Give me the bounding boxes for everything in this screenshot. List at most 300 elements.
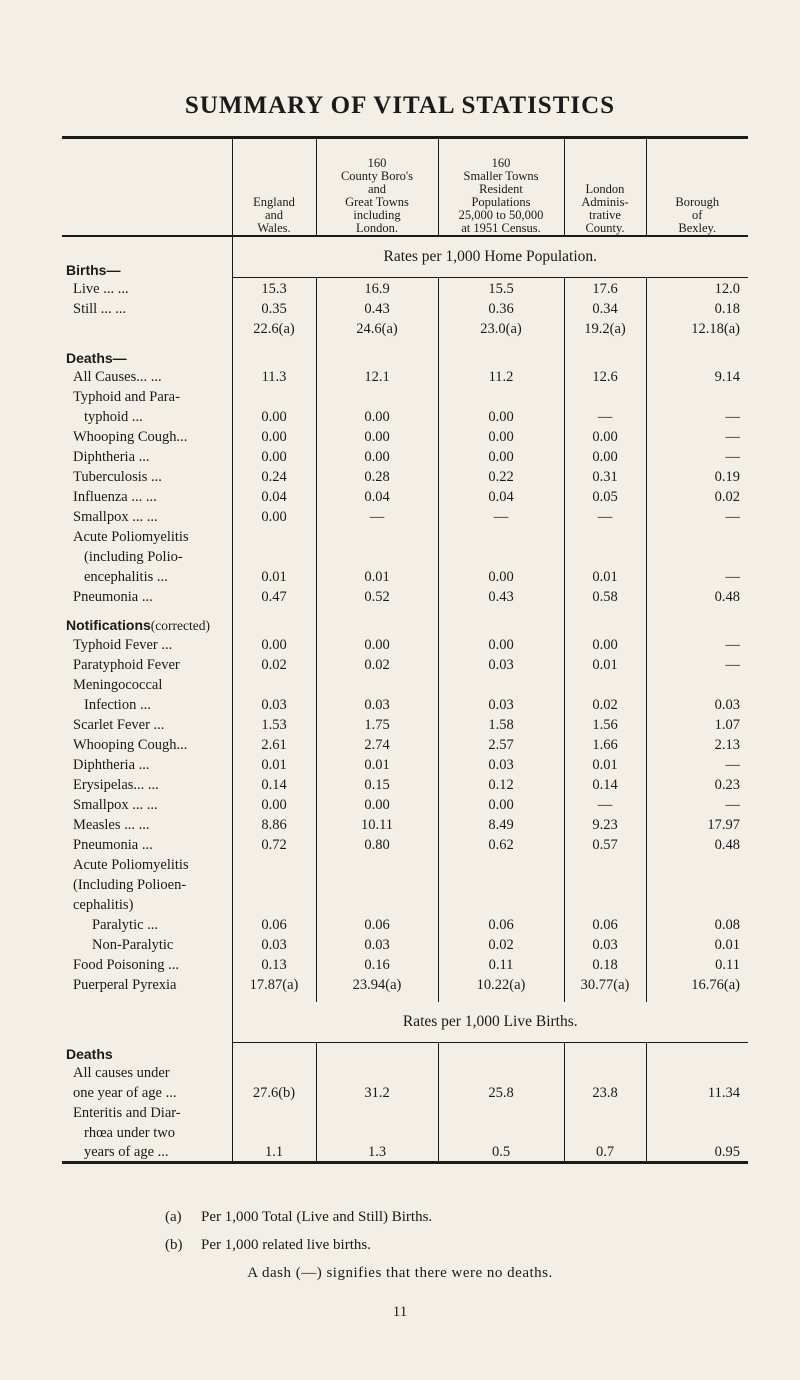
cell-county-boros: [316, 1122, 438, 1142]
cell-england-wales: 0.00: [232, 446, 316, 466]
table-row: [62, 874, 748, 894]
cell-bexley: [646, 1062, 748, 1082]
section-note: (corrected): [150, 617, 210, 633]
empty-cell: [564, 346, 646, 366]
col-header-line: Wales.: [257, 221, 291, 235]
cell-county-boros: 0.01: [316, 754, 438, 774]
row-label: Typhoid and Para-: [73, 388, 180, 405]
row-label: Acute Poliomyelitis: [73, 528, 189, 545]
spacer-row: [62, 338, 748, 346]
table-row: [62, 566, 748, 586]
col-header-line: London: [585, 182, 625, 196]
cell-smaller-towns: [438, 1102, 564, 1122]
cell-london: 0.18: [564, 954, 646, 974]
cell-bexley: —: [646, 446, 748, 466]
vital-statistics-table: [62, 136, 748, 1164]
section-row-deaths: [62, 346, 748, 366]
cell-bexley: [646, 674, 748, 694]
cell-bexley: 16.76(a): [646, 974, 748, 994]
cell-county-boros: 0.06: [316, 914, 438, 934]
col-header-line: Borough: [675, 195, 720, 209]
cell-london: 9.23: [564, 814, 646, 834]
table-row: [62, 586, 748, 606]
empty-cell: [316, 346, 438, 366]
table-row: [62, 298, 748, 318]
table-body: [62, 236, 748, 1162]
cell-bexley: —: [646, 654, 748, 674]
cell-england-wales: 27.6(b): [232, 1082, 316, 1102]
cell-county-boros: 0.43: [316, 298, 438, 318]
cell-county-boros: [316, 874, 438, 894]
row-label: Smallpox ... ...: [73, 508, 158, 525]
row-label: [62, 318, 232, 338]
table-row: [62, 714, 748, 734]
cell-england-wales: 0.00: [232, 634, 316, 654]
cell-smaller-towns: —: [438, 506, 564, 526]
cell-bexley: 0.23: [646, 774, 748, 794]
row-label: All Causes... ...: [73, 368, 162, 385]
row-label: encephalitis ...: [84, 568, 168, 585]
cell-smaller-towns: 0.11: [438, 954, 564, 974]
section-row-notifications: [62, 614, 748, 634]
table-row: [62, 634, 748, 654]
cell-london: 17.6: [564, 278, 646, 298]
cell-smaller-towns: [438, 674, 564, 694]
col-header-line: 160: [367, 156, 387, 170]
cell-england-wales: [232, 674, 316, 694]
cell-bexley: 0.02: [646, 486, 748, 506]
cell-london: 1.56: [564, 714, 646, 734]
col-header-line: 25,000 to 50,000: [458, 208, 544, 222]
cell-county-boros: [316, 526, 438, 546]
cell-bexley: 0.08: [646, 914, 748, 934]
col-header-line: trative: [589, 208, 621, 222]
cell-smaller-towns: 0.36: [438, 298, 564, 318]
cell-bexley: 0.48: [646, 834, 748, 854]
cell-smaller-towns: [438, 1122, 564, 1142]
cell-london: 0.02: [564, 694, 646, 714]
cell-london: 0.14: [564, 774, 646, 794]
cell-smaller-towns: 2.57: [438, 734, 564, 754]
table-row: [62, 1122, 748, 1142]
cell-london: —: [564, 506, 646, 526]
cell-bexley: 0.11: [646, 954, 748, 974]
col-header-line: at 1951 Census.: [461, 221, 541, 235]
cell-bexley: [646, 1102, 748, 1122]
cell-smaller-towns: 0.06: [438, 914, 564, 934]
col-header-line: and: [367, 182, 387, 196]
cell-bexley: —: [646, 426, 748, 446]
table-row: [62, 974, 748, 994]
cell-london: 0.01: [564, 754, 646, 774]
cell-county-boros: 2.74: [316, 734, 438, 754]
cell-county-boros: [316, 386, 438, 406]
cell-england-wales: [232, 894, 316, 914]
cell-england-wales: 1.1: [232, 1142, 316, 1162]
empty-cell: [316, 614, 438, 634]
cell-london: 0.00: [564, 426, 646, 446]
table-row: [62, 734, 748, 754]
cell-bexley: —: [646, 406, 748, 426]
row-label: Puerperal Pyrexia: [73, 976, 177, 993]
cell-london: [564, 854, 646, 874]
row-label: one year of age ...: [73, 1085, 177, 1101]
empty-cell: [564, 614, 646, 634]
cell-bexley: 0.01: [646, 934, 748, 954]
cell-bexley: 0.48: [646, 586, 748, 606]
rate-row-live-births: [62, 1002, 748, 1043]
cell-smaller-towns: [438, 546, 564, 566]
spacer-cell: [564, 994, 646, 1002]
spacer-cell: [438, 994, 564, 1002]
cell-county-boros: 1.75: [316, 714, 438, 734]
cell-county-boros: 0.52: [316, 586, 438, 606]
row-label: All causes under: [73, 1065, 170, 1081]
cell-bexley: 9.14: [646, 366, 748, 386]
cell-county-boros: 0.15: [316, 774, 438, 794]
empty-cell: [316, 1042, 438, 1062]
cell-london: 0.03: [564, 934, 646, 954]
col-header-bexley: [646, 138, 748, 237]
section-heading: [62, 614, 232, 634]
spacer-cell: [316, 338, 438, 346]
spacer-cell: [62, 994, 232, 1002]
cell-london: [564, 386, 646, 406]
row-label: cephalitis): [73, 896, 134, 913]
cell-bexley: [646, 546, 748, 566]
cell-county-boros: 10.11: [316, 814, 438, 834]
cell-england-wales: [232, 874, 316, 894]
row-label: Whooping Cough...: [73, 428, 188, 445]
table-row: [62, 278, 748, 298]
cell-county-boros: 0.16: [316, 954, 438, 974]
cell-bexley: 11.34: [646, 1082, 748, 1102]
cell-county-boros: 24.6(a): [316, 318, 438, 338]
spacer-row: [62, 606, 748, 614]
row-label: typhoid ...: [84, 408, 143, 425]
cell-smaller-towns: [438, 1062, 564, 1082]
table-row: [62, 466, 748, 486]
spacer-cell: [646, 338, 748, 346]
cell-county-boros: 23.94(a): [316, 974, 438, 994]
row-label: Scarlet Fever ...: [73, 716, 165, 733]
spacer-cell: [316, 606, 438, 614]
header-blank: [62, 138, 232, 237]
cell-england-wales: 1.53: [232, 714, 316, 734]
cell-county-boros: 0.04: [316, 486, 438, 506]
cell-county-boros: [316, 854, 438, 874]
table-row: [62, 1082, 748, 1102]
footnote-b-mark: (b): [165, 1237, 183, 1253]
cell-county-boros: 0.00: [316, 446, 438, 466]
cell-smaller-towns: [438, 854, 564, 874]
spacer-cell: [564, 338, 646, 346]
spacer-cell: [438, 338, 564, 346]
cell-bexley: 0.18: [646, 298, 748, 318]
cell-england-wales: [232, 386, 316, 406]
cell-smaller-towns: 0.12: [438, 774, 564, 794]
cell-bexley: —: [646, 634, 748, 654]
table-row: [62, 386, 748, 406]
col-header-smaller-towns: [438, 138, 564, 237]
table-row: [62, 694, 748, 714]
spacer-cell: [438, 606, 564, 614]
cell-bexley: 0.95: [646, 1142, 748, 1162]
cell-county-boros: 1.3: [316, 1142, 438, 1162]
cell-smaller-towns: [438, 526, 564, 546]
empty-cell: [438, 614, 564, 634]
empty-cell: [232, 346, 316, 366]
empty-cell: [232, 614, 316, 634]
cell-london: 0.34: [564, 298, 646, 318]
section-row-infant-deaths: [62, 1042, 748, 1062]
cell-smaller-towns: 0.43: [438, 586, 564, 606]
cell-smaller-towns: 25.8: [438, 1082, 564, 1102]
table-row: [62, 654, 748, 674]
cell-county-boros: 0.01: [316, 566, 438, 586]
table-row: [62, 486, 748, 506]
cell-england-wales: 17.87(a): [232, 974, 316, 994]
cell-smaller-towns: [438, 386, 564, 406]
row-label: Diphtheria ...: [73, 756, 150, 773]
row-label: years of age ...: [84, 1143, 169, 1160]
cell-england-wales: 0.06: [232, 914, 316, 934]
cell-london: 0.31: [564, 466, 646, 486]
col-header-line: County Boro's: [340, 169, 414, 183]
table-row: [62, 318, 748, 338]
table-row: [62, 674, 748, 694]
row-label: Pneumonia ...: [73, 836, 153, 853]
cell-bexley: [646, 386, 748, 406]
cell-smaller-towns: 15.5: [438, 278, 564, 298]
cell-smaller-towns: 10.22(a): [438, 974, 564, 994]
cell-smaller-towns: 11.2: [438, 366, 564, 386]
col-header-line: Great Towns: [345, 195, 409, 209]
cell-london: 0.00: [564, 634, 646, 654]
cell-county-boros: 0.00: [316, 406, 438, 426]
cell-county-boros: 0.00: [316, 426, 438, 446]
spacer-cell: [316, 994, 438, 1002]
col-header-line: and: [264, 208, 284, 222]
table-row: [62, 754, 748, 774]
row-label: (including Polio-: [84, 548, 183, 565]
section-title: Deaths—: [66, 349, 127, 366]
cell-london: [564, 1122, 646, 1142]
cell-county-boros: 0.80: [316, 834, 438, 854]
section-title: Notifications: [66, 616, 151, 633]
cell-county-boros: 0.03: [316, 694, 438, 714]
row-label: Paralytic ...: [92, 916, 159, 933]
cell-county-boros: 0.00: [316, 794, 438, 814]
cell-smaller-towns: 0.22: [438, 466, 564, 486]
row-label: Infection ...: [84, 696, 151, 713]
table-row: [62, 366, 748, 386]
cell-county-boros: [316, 894, 438, 914]
empty-cell: [438, 346, 564, 366]
cell-bexley: 12.18(a): [646, 318, 748, 338]
cell-london: [564, 546, 646, 566]
page-title: SUMMARY OF VITAL STATISTICS: [184, 92, 616, 119]
row-label: Paratyphoid Fever: [73, 656, 180, 673]
row-label: Typhoid Fever ...: [73, 636, 173, 653]
cell-smaller-towns: 0.00: [438, 566, 564, 586]
table-row: [62, 1102, 748, 1122]
page-number: 11: [392, 1304, 408, 1320]
cell-bexley: 12.0: [646, 278, 748, 298]
spacer-cell: [232, 606, 316, 614]
cell-england-wales: 0.01: [232, 566, 316, 586]
col-header-line: of: [692, 208, 703, 222]
cell-england-wales: 0.24: [232, 466, 316, 486]
row-label: Live ... ...: [73, 280, 129, 297]
table-row: [62, 794, 748, 814]
cell-bexley: —: [646, 794, 748, 814]
table-row: [62, 914, 748, 934]
cell-smaller-towns: 8.49: [438, 814, 564, 834]
cell-england-wales: [232, 1122, 316, 1142]
empty-cell: [438, 1042, 564, 1062]
rate-label-blank: [62, 1002, 232, 1043]
cell-smaller-towns: 0.03: [438, 654, 564, 674]
footnote-a-mark: (a): [165, 1209, 182, 1225]
cell-county-boros: [316, 1102, 438, 1122]
row-label: Influenza ... ...: [73, 488, 157, 505]
cell-bexley: —: [646, 754, 748, 774]
spacer-row: [62, 994, 748, 1002]
empty-cell: [646, 614, 748, 634]
cell-england-wales: 0.47: [232, 586, 316, 606]
empty-cell: [564, 1042, 646, 1062]
row-label: Diphtheria ...: [73, 448, 150, 465]
cell-london: [564, 674, 646, 694]
table-row: [62, 406, 748, 426]
cell-england-wales: 0.02: [232, 654, 316, 674]
cell-london: 23.8: [564, 1082, 646, 1102]
cell-london: [564, 894, 646, 914]
cell-england-wales: 15.3: [232, 278, 316, 298]
cell-england-wales: 0.01: [232, 754, 316, 774]
cell-england-wales: 22.6(a): [232, 318, 316, 338]
cell-smaller-towns: [438, 894, 564, 914]
cell-london: 0.05: [564, 486, 646, 506]
cell-smaller-towns: 1.58: [438, 714, 564, 734]
cell-county-boros: 31.2: [316, 1082, 438, 1102]
table-row: [62, 934, 748, 954]
rate-row-population: [62, 236, 748, 278]
cell-london: 0.57: [564, 834, 646, 854]
cell-bexley: 0.19: [646, 466, 748, 486]
spacer-cell: [646, 606, 748, 614]
row-label: rhœa under two: [84, 1125, 176, 1141]
cell-smaller-towns: 0.5: [438, 1142, 564, 1162]
row-label: Whooping Cough...: [73, 736, 188, 753]
col-header-line: Bexley.: [678, 221, 717, 235]
cell-bexley: —: [646, 566, 748, 586]
section-title: Deaths: [66, 1046, 113, 1062]
col-header-london: [564, 138, 646, 237]
cell-bexley: [646, 526, 748, 546]
cell-england-wales: [232, 854, 316, 874]
cell-bexley: 0.03: [646, 694, 748, 714]
cell-england-wales: 0.13: [232, 954, 316, 974]
cell-london: 0.7: [564, 1142, 646, 1162]
cell-smaller-towns: 23.0(a): [438, 318, 564, 338]
cell-england-wales: 0.03: [232, 934, 316, 954]
table-row: [62, 526, 748, 546]
section-heading: [62, 346, 232, 366]
table-row: [62, 426, 748, 446]
cell-england-wales: 0.00: [232, 794, 316, 814]
cell-england-wales: 0.00: [232, 406, 316, 426]
header-row: [62, 138, 748, 237]
cell-smaller-towns: 0.00: [438, 446, 564, 466]
table-row: [62, 506, 748, 526]
cell-london: [564, 1102, 646, 1122]
cell-england-wales: 2.61: [232, 734, 316, 754]
row-label: Non-Paralytic: [92, 936, 174, 953]
cell-london: 12.6: [564, 366, 646, 386]
cell-london: —: [564, 406, 646, 426]
cell-bexley: [646, 854, 748, 874]
cell-england-wales: 0.00: [232, 506, 316, 526]
cell-england-wales: [232, 1102, 316, 1122]
section-heading: [62, 1042, 232, 1062]
table-row: [62, 1062, 748, 1082]
cell-london: 19.2(a): [564, 318, 646, 338]
cell-county-boros: 0.00: [316, 634, 438, 654]
cell-england-wales: 0.04: [232, 486, 316, 506]
cell-county-boros: [316, 546, 438, 566]
empty-cell: [646, 1042, 748, 1062]
cell-england-wales: [232, 546, 316, 566]
col-header-line: Populations: [471, 195, 531, 209]
section-heading-births: Births—: [66, 261, 121, 278]
spacer-cell: [62, 606, 232, 614]
spacer-cell: [646, 994, 748, 1002]
empty-cell: [646, 346, 748, 366]
cell-london: 1.66: [564, 734, 646, 754]
cell-london: 0.58: [564, 586, 646, 606]
cell-county-boros: [316, 674, 438, 694]
dash-note: A dash (—) signifies that there were no deaths.: [247, 1265, 553, 1281]
cell-london: 0.01: [564, 654, 646, 674]
cell-smaller-towns: 0.00: [438, 406, 564, 426]
cell-england-wales: 8.86: [232, 814, 316, 834]
cell-england-wales: [232, 1062, 316, 1082]
rate-label: Rates per 1,000 Live Births.: [232, 1002, 748, 1043]
spacer-cell: [232, 994, 316, 1002]
cell-london: 0.01: [564, 566, 646, 586]
col-header-line: London.: [355, 221, 398, 235]
row-label: Enteritis and Diar-: [73, 1105, 181, 1121]
row-label: Pneumonia ...: [73, 588, 153, 605]
cell-bexley: 17.97: [646, 814, 748, 834]
cell-bexley: —: [646, 506, 748, 526]
cell-bexley: [646, 894, 748, 914]
col-header-england-wales: [232, 138, 316, 237]
cell-county-boros: 0.03: [316, 934, 438, 954]
cell-england-wales: 0.72: [232, 834, 316, 854]
spacer-cell: [62, 338, 232, 346]
col-header-line: 160: [491, 156, 511, 170]
cell-london: 0.00: [564, 446, 646, 466]
col-header-line: including: [353, 208, 401, 222]
table-row: [62, 894, 748, 914]
row-label: Tuberculosis ...: [73, 468, 162, 485]
cell-england-wales: 0.03: [232, 694, 316, 714]
cell-county-boros: 0.28: [316, 466, 438, 486]
row-label: Still ... ...: [73, 300, 127, 317]
